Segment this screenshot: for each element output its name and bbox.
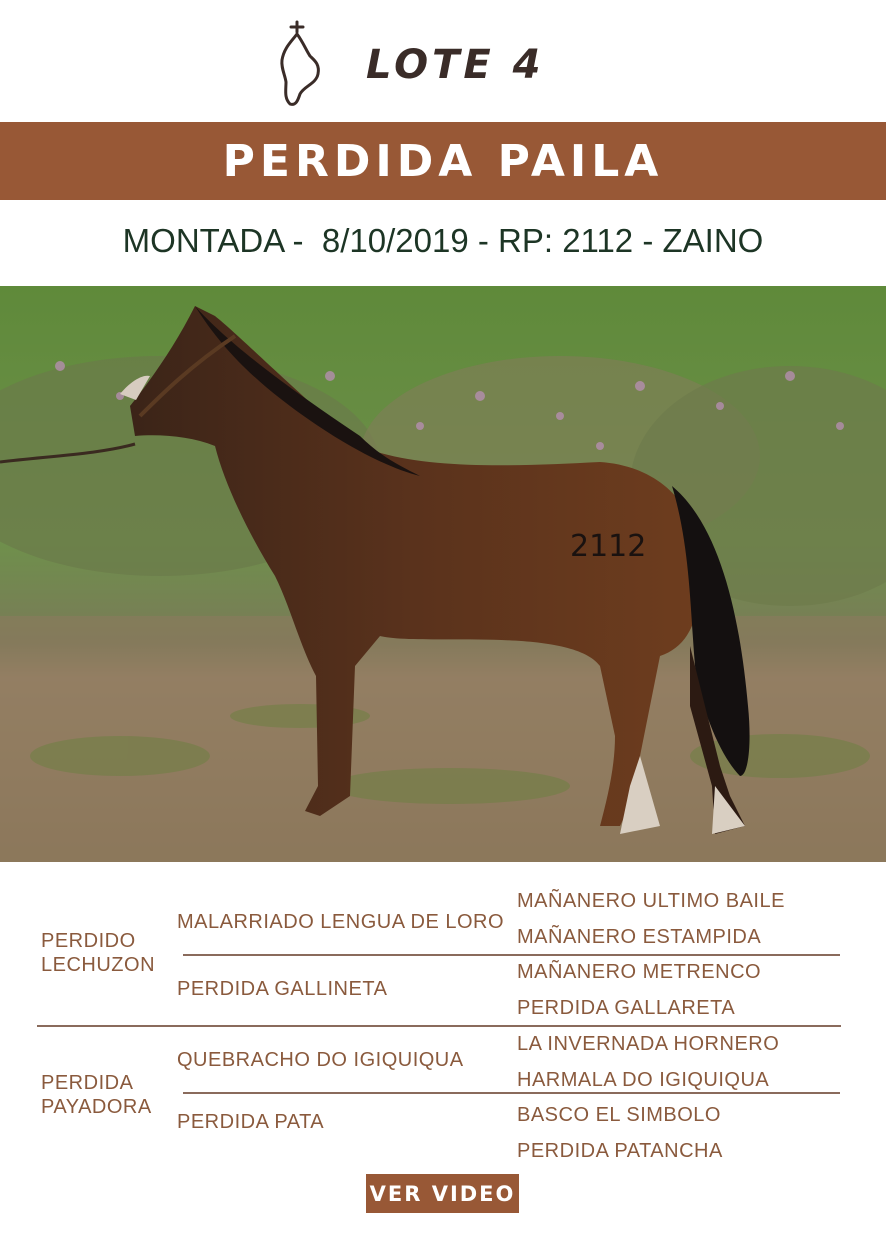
maternal-grandsire: QUEBRACHO DO IGIQUIQUA (177, 1049, 464, 1071)
horse-name-band (0, 122, 886, 200)
dam-name-line1: PERDIDA (41, 1072, 134, 1094)
ggp-3: MAÑANERO METRENCO (517, 961, 762, 983)
sire-name-line2: LECHUZON (41, 954, 156, 976)
sire-name-line1: PERDIDO (41, 930, 136, 952)
divider-line (183, 954, 840, 956)
paternal-grandsire: MALARRIADO LENGUA DE LORO (177, 911, 505, 933)
header (0, 0, 886, 122)
dam-name-line2: PAYADORA (41, 1096, 152, 1118)
horse-head-cross-icon (276, 20, 324, 108)
lot-title: LOTE 4 (366, 42, 545, 88)
ggp-7: BASCO EL SIMBOLO (517, 1104, 721, 1126)
ggp-1: MAÑANERO ULTIMO BAILE (517, 890, 785, 912)
ggp-6: HARMALA DO IGIQUIQUA (517, 1069, 770, 1091)
maternal-granddam: PERDIDA PATA (177, 1111, 325, 1133)
ggp-5: LA INVERNADA HORNERO (517, 1033, 780, 1055)
ggp-4: PERDIDA GALLARETA (517, 997, 736, 1019)
horse-info: MONTADA - 8/10/2019 - RP: 2112 - ZAINO (122, 222, 764, 259)
divider-line (37, 1025, 841, 1027)
horse-brand-number: 2112 (570, 529, 647, 564)
pedigree-table (0, 870, 886, 1170)
paternal-granddam: PERDIDA GALLINETA (177, 978, 388, 1000)
watch-video-label: VER VIDEO (369, 1181, 516, 1206)
ggp-2: MAÑANERO ESTAMPIDA (517, 926, 762, 948)
ggp-8: PERDIDA PATANCHA (517, 1140, 723, 1162)
watch-video-button[interactable] (366, 1174, 519, 1213)
horse-photo (0, 286, 886, 862)
divider-line (183, 1092, 840, 1094)
horse-name: PERDIDA PAILA (222, 135, 664, 187)
